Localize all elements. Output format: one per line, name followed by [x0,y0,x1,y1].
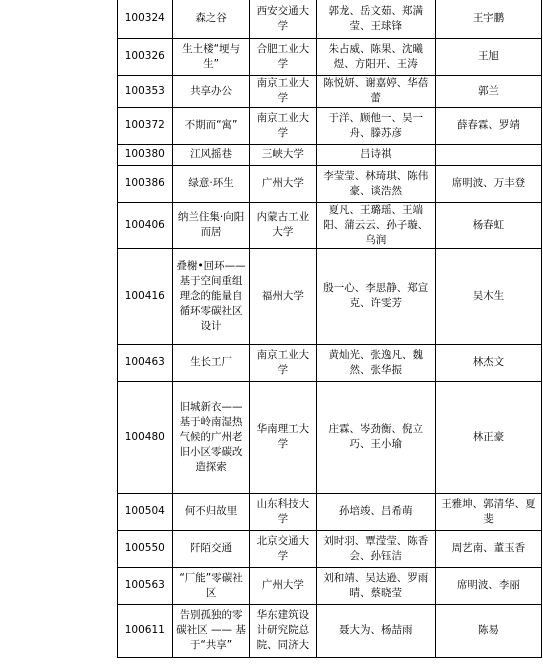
advisor-cell [435,381,541,493]
project-title-cell [172,530,249,567]
school-cell [250,604,316,657]
students-cell [316,567,435,604]
blank-margin-cell [0,38,117,75]
advisor-cell [435,604,541,657]
blank-margin-cell [0,75,117,107]
entry-id-text: 100353 [124,84,165,97]
entry-id-cell [117,0,172,38]
blank-margin-cell [0,567,117,604]
table-row [0,344,542,381]
project-title-text: “厂能”零碳社区 [179,571,243,599]
project-title-cell [172,144,249,165]
entry-id-cell [117,344,172,381]
table-row [0,567,542,604]
students-text: 庄霖、岑劲衡、倪立巧、王小瑜 [328,423,423,450]
advisor-text: 王宇鹏 [472,12,505,25]
table-row [0,381,542,493]
project-title-text: 绿意·环生 [188,177,234,189]
table-row [0,75,542,107]
blank-margin-cell [0,144,117,165]
entry-id-text: 100480 [124,430,165,443]
advisor-cell [435,144,541,165]
students-text: 夏凡、王璐瑶、王端阳、蒲云云、孙子璇、乌润 [323,203,429,246]
entry-id-text: 100326 [124,50,165,62]
students-text: 黄灿光、张逸凡、魏然、张华振 [328,348,423,376]
school-cell [250,165,316,202]
school-text: 福州大学 [261,289,304,302]
school-text: 山东科技大学 [256,497,310,525]
entry-id-text: 100463 [124,356,165,368]
advisor-cell [435,344,541,381]
students-cell [316,165,435,202]
students-cell [316,107,435,144]
students-cell [316,144,435,165]
table-row [0,202,542,248]
project-title-text: 纳兰住集·向阳而居 [177,211,245,238]
advisor-text: 陈易 [477,624,499,636]
advisor-cell [435,567,541,604]
project-title-cell [172,107,249,144]
school-text: 南京工业大学 [256,348,310,376]
blank-margin-cell [0,493,117,530]
school-text: 广州大学 [261,177,304,189]
project-title-cell [172,165,249,202]
advisor-cell [435,493,541,530]
project-title-text: 森之谷 [195,12,227,25]
students-text: 聂大为、杨喆雨 [338,624,413,636]
students-text: 朱占威、陈果、沈曦煜、方阳开、王涛 [328,42,423,70]
blank-margin-cell [0,202,117,248]
entry-id-text: 100386 [124,177,165,189]
blank-margin-cell [0,604,117,657]
advisor-text: 薛春霖、罗靖 [456,119,520,131]
project-title-cell [172,381,249,493]
entry-id-cell [117,248,172,344]
school-cell [250,202,316,248]
entry-id-cell [117,530,172,567]
school-cell [250,530,316,567]
table-row [0,0,542,38]
blank-margin-cell [0,344,117,381]
advisor-cell [435,38,541,75]
project-title-text: 阡陌交通 [190,542,233,554]
project-title-text: 告别孤独的零碳社区 —— 基于“共享” [176,609,246,651]
advisor-cell [435,165,541,202]
entry-id-text: 100380 [124,148,165,160]
school-cell [250,567,316,604]
entry-id-text: 100504 [124,505,165,517]
table-row [0,165,542,202]
entry-id-cell [117,107,172,144]
blank-margin-cell [0,0,117,38]
blank-margin-cell [0,248,117,344]
table-row [0,38,542,75]
school-text: 合肥工业大学 [256,42,310,70]
table-row [0,144,542,165]
table-row [0,493,542,530]
entry-id-text: 100563 [124,579,165,591]
students-cell [316,202,435,248]
project-title-cell [172,567,249,604]
project-title-text: 何不归故里 [184,505,238,517]
entry-id-text: 100324 [124,12,165,25]
project-title-cell [172,38,249,75]
project-title-text: 叠榭•回环——基于空间重组理念的能量自循环零碳社区设计 [176,259,246,332]
project-title-cell [172,344,249,381]
advisor-text: 席明波、李丽 [456,579,520,591]
school-cell [250,344,316,381]
project-title-cell [172,0,249,38]
students-text: 殷一心、李思静、郑宣克、许雯芳 [323,282,429,309]
advisor-cell [435,530,541,567]
advisor-cell [435,107,541,144]
project-title-text: 不期而“寓” [184,119,238,131]
advisor-text: 周艺南、董玉香 [451,542,526,554]
school-cell [250,107,316,144]
project-title-cell [172,604,249,657]
students-cell [316,381,435,493]
entry-id-cell [117,381,172,493]
entry-id-cell [117,38,172,75]
advisor-text: 杨春虹 [472,218,505,231]
entry-id-text: 100416 [124,289,165,302]
school-cell [250,493,316,530]
table-row [0,604,542,657]
school-text: 北京交通大学 [256,534,310,562]
advisor-text: 林杰文 [472,356,505,368]
entry-id-text: 100406 [124,218,165,231]
students-cell [316,604,435,657]
project-title-text: 生长工厂 [190,356,233,368]
students-text: 于洋、顾他一、吴一舟、滕苏彦 [328,111,423,139]
entry-id-text: 100611 [124,624,165,636]
project-title-text: 共享办公 [190,84,233,97]
students-cell [316,530,435,567]
table-row [0,107,542,144]
school-text: 广州大学 [261,579,304,591]
entry-id-text: 100550 [124,542,165,554]
entry-id-cell [117,567,172,604]
advisor-text: 王雅坤、郭清华、夏斐 [441,497,536,525]
entry-id-cell [117,75,172,107]
school-text: 华南理工大学 [256,423,310,450]
advisor-text: 郭兰 [477,84,499,97]
students-text: 孙培竣、吕希萌 [338,505,413,517]
advisor-cell [435,248,541,344]
students-cell [316,493,435,530]
advisor-cell [435,0,541,38]
entry-id-cell [117,144,172,165]
entry-id-text: 100372 [124,119,165,131]
table-row [0,530,542,567]
entry-id-cell [117,202,172,248]
students-cell [316,248,435,344]
school-cell [250,248,316,344]
advisor-text: 王旭 [477,50,499,62]
blank-margin-cell [0,530,117,567]
students-text: 陈悦妍、谢嘉婷、华蓓蕾 [323,77,429,104]
school-text: 华东建筑设计研究院总院、同济大 [256,609,310,651]
project-title-cell [172,248,249,344]
school-cell [250,144,316,165]
entry-id-cell [117,165,172,202]
blank-margin-cell [0,165,117,202]
project-title-cell [172,202,249,248]
students-text: 刘时羽、覃滢莹、陈香会、孙钰洁 [323,534,429,562]
entry-id-cell [117,493,172,530]
students-cell [316,344,435,381]
students-text: 吕诗祺 [359,148,392,160]
school-text: 三峡大学 [261,148,304,160]
project-title-text: 旧城新衣——基于岭南湿热气候的广州老旧小区零碳改造探索 [179,400,243,473]
school-text: 西安交通大学 [256,4,310,32]
school-cell [250,75,316,107]
advisor-cell [435,202,541,248]
advisor-text: 席明波、万丰登 [451,177,526,189]
project-title-cell [172,493,249,530]
advisor-cell [435,75,541,107]
advisor-text: 吴木生 [472,289,505,302]
students-text: 郭龙、岳文茹、郑满莹、王球锋 [328,4,423,32]
school-cell [250,381,316,493]
school-text: 内蒙古工业大学 [256,211,310,238]
project-title-text: 江风摇巷 [190,148,233,160]
school-cell [250,38,316,75]
students-cell [316,0,435,38]
project-title-text: 生土楼“埂与生” [182,42,241,70]
school-text: 南京工业大学 [256,111,310,139]
students-cell [316,38,435,75]
school-cell [250,0,316,38]
blank-margin-cell [0,107,117,144]
students-text: 李莹莹、林琦琪、陈伟豪、谈浩然 [323,169,429,197]
advisor-text: 林正豪 [472,430,505,443]
entry-id-cell [117,604,172,657]
school-text: 南京工业大学 [256,77,310,104]
table-row [0,248,542,344]
project-title-cell [172,75,249,107]
students-text: 刘和靖、吴达逊、罗雨晴、蔡晓莹 [323,571,429,599]
blank-margin-cell [0,381,117,493]
students-cell [316,75,435,107]
